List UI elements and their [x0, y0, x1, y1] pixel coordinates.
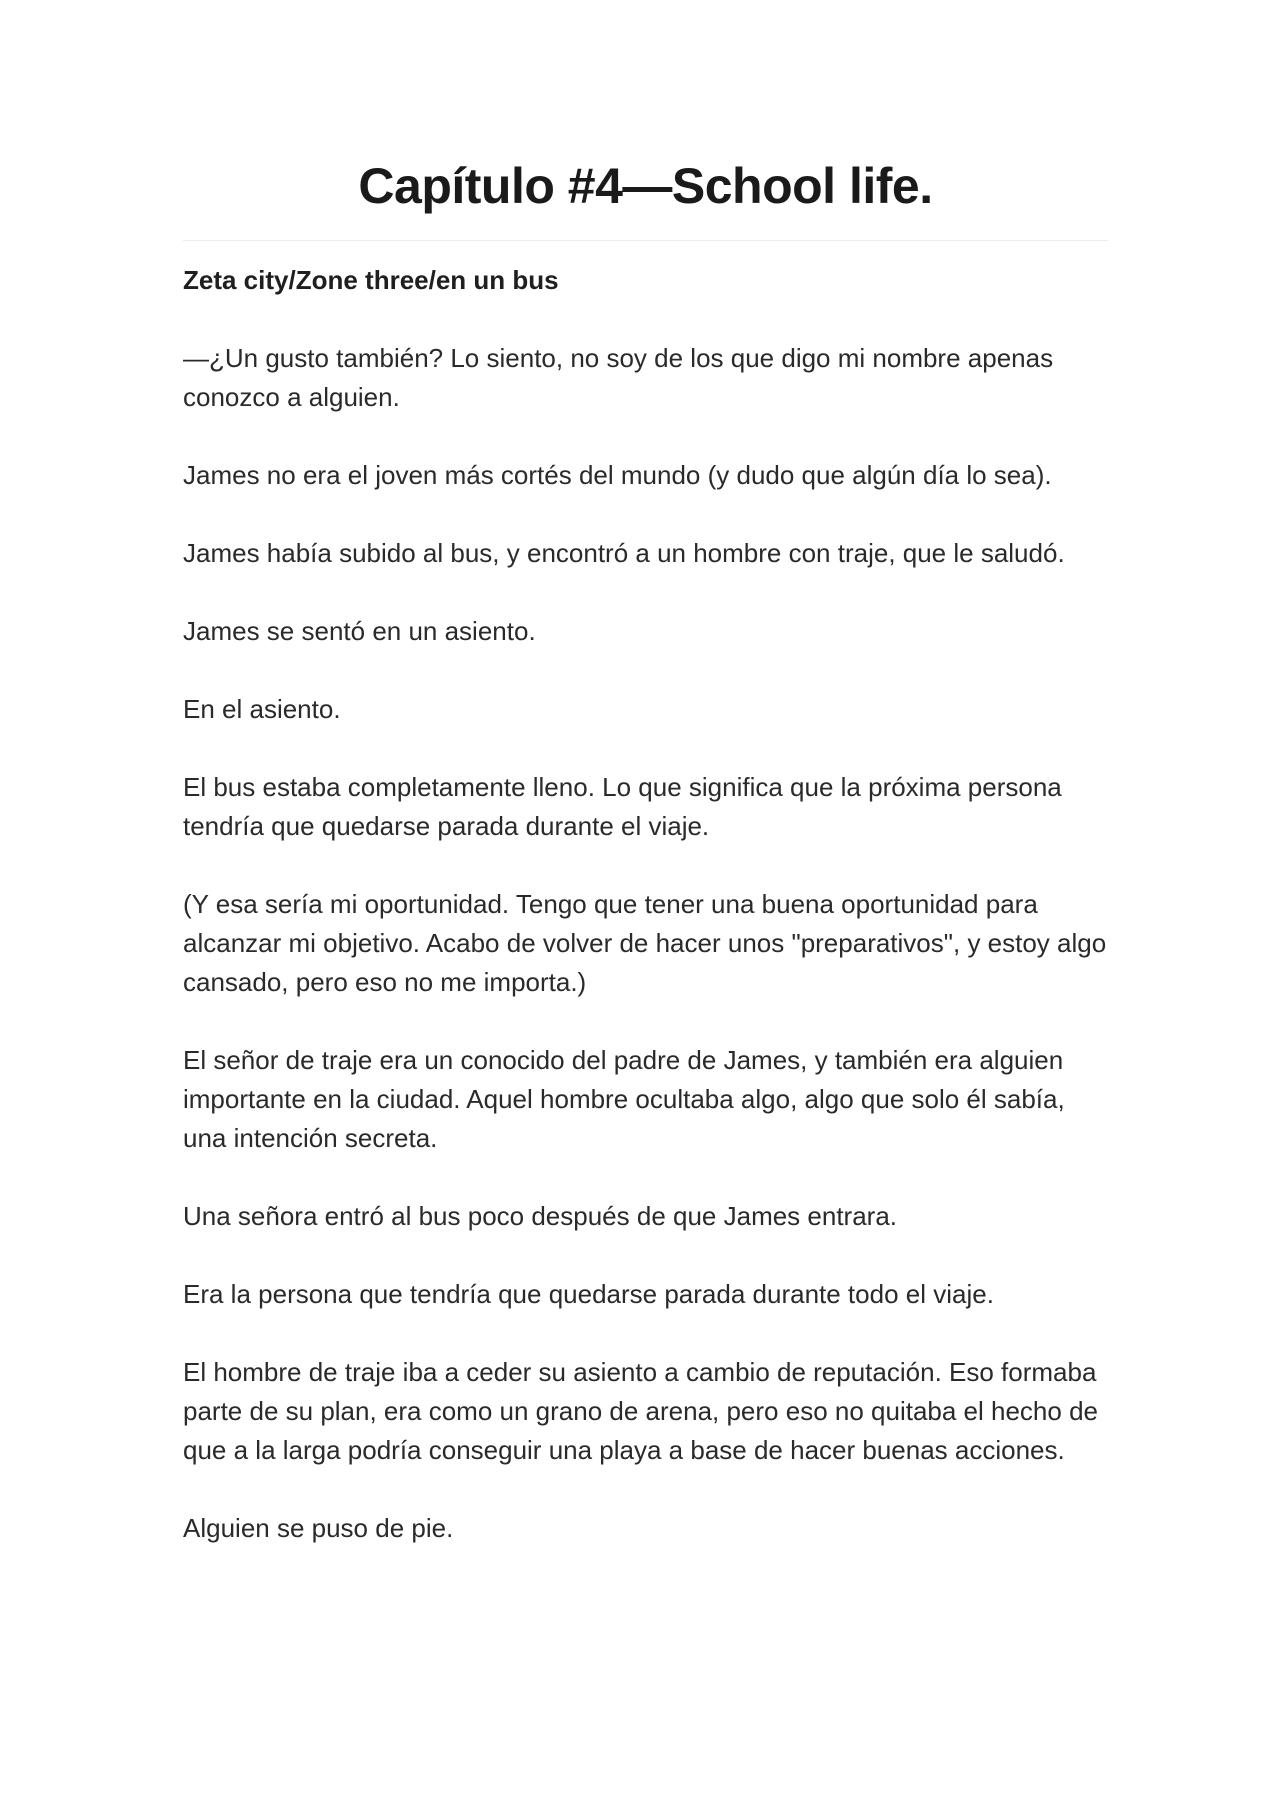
paragraph: El hombre de traje iba a ceder su asiento a cambio de reputación. Eso formaba parte de su plan, era como un grano de arena, pero eso no quitaba el hecho de que a la larga podría conseguir una playa a base de hacer buenas acciones. — [183, 1357, 1098, 1465]
paragraph: James se sentó en un asiento. — [183, 616, 536, 646]
paragraph: Una señora entró al bus poco después de que James entrara. — [183, 1201, 898, 1231]
paragraph: El bus estaba completamente lleno. Lo que significa que la próxima persona tendría que quedarse parada durante el viaje. — [183, 772, 1062, 841]
location-heading: Zeta city/Zone three/en un bus — [183, 265, 559, 295]
title-divider — [183, 240, 1108, 241]
paragraph: Alguien se puso de pie. — [183, 1513, 454, 1543]
paragraph: Era la persona que tendría que quedarse parada durante todo el viaje. — [183, 1279, 994, 1309]
paragraph: En el asiento. — [183, 694, 341, 724]
paragraph: —¿Un gusto también? Lo siento, no soy de los que digo mi nombre apenas conozco a alguien. — [183, 343, 1054, 412]
paragraph: El señor de traje era un conocido del padre de James, y también era alguien importante en la ciudad. Aquel hombre ocultaba algo, algo que solo él sabía, una intención secreta. — [183, 1045, 1065, 1153]
paragraph: James había subido al bus, y encontró a un hombre con traje, que le saludó. — [183, 538, 1065, 568]
chapter-title: Capítulo #4—School life. — [358, 158, 933, 214]
paragraph: (Y esa sería mi oportunidad. Tengo que tener una buena oportunidad para alcanzar mi objetivo. Acabo de volver de hacer unos "preparativos", y estoy algo cansado, pero eso no me importa.) — [183, 889, 1107, 997]
document-page — [183, 0, 1108, 1548]
paragraph: James no era el joven más cortés del mundo (y dudo que algún día lo sea). — [183, 460, 1052, 490]
chapter-body — [183, 261, 1108, 1548]
